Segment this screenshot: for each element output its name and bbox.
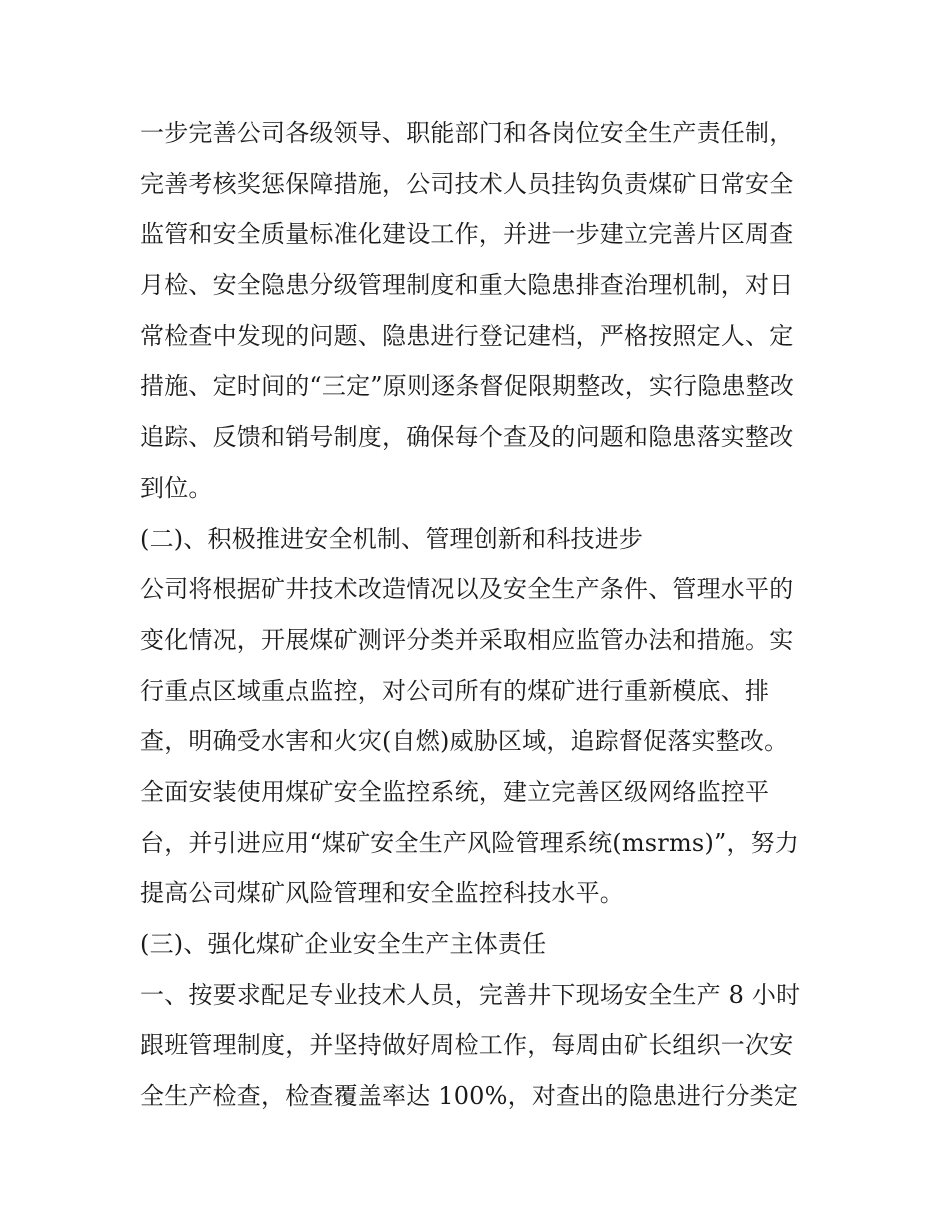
section-heading: (三)、强化煤矿企业安全生产主体责任 — [140, 930, 547, 958]
text-line: 行重点区域重点监控，对公司所有的煤矿进行重新模底、排 — [140, 676, 770, 705]
text-line: 措施、定时间的“三定”原则逐条督促限期整改，实行隐患整改 — [140, 372, 795, 401]
text-line: 提高公司煤矿风险管理和安全监控科技水平。 — [140, 879, 624, 908]
text-line: 跟班管理制度，并坚持做好周检工作，每周由矿长组织一次安 — [140, 1031, 794, 1060]
text-line: 监管和安全质量标准化建设工作，并进一步建立完善片区周查 — [140, 220, 794, 249]
text-line: 公司将根据矿井技术改造情况以及安全生产条件、管理水平的 — [140, 575, 794, 604]
text-line: 到位。 — [140, 473, 213, 502]
text-line: 完善考核奖惩保障措施，公司技术人员挂钩负责煤矿日常安全 — [140, 169, 794, 198]
text-line: 查，明确受水害和火灾(自燃)威胁区域，追踪督促落实整改。 — [140, 727, 789, 756]
text-line: 一步完善公司各级领导、职能部门和各岗位安全生产责任制， — [140, 119, 794, 147]
body-text — [140, 108, 820, 1122]
text-line: 月检、安全隐患分级管理制度和重大隐患排查治理机制，对日 — [140, 271, 794, 300]
text-line: 台，并引进应用“煤矿安全生产风险管理系统(msrms)”，努力 — [140, 828, 800, 857]
text-line: 一、按要求配足专业技术人员，完善井下现场安全生产 8 小时 — [140, 980, 801, 1009]
text-line: 追踪、反馈和销号制度，确保每个查及的问题和隐患落实整改 — [140, 423, 794, 452]
text-line: 全生产检查，检查覆盖率达 100%，对查出的隐患进行分类定 — [140, 1082, 799, 1111]
text-line: 常检查中发现的问题、隐患进行登记建档，严格按照定人、定 — [140, 321, 794, 350]
text-line: 全面安装使用煤矿安全监控系统，建立完善区级网络监控平 — [140, 777, 770, 806]
section-heading: (二)、积极推进安全机制、管理创新和科技进步 — [140, 524, 644, 553]
text-line: 变化情况，开展煤矿测评分类并采取相应监管办法和措施。实 — [140, 625, 794, 654]
